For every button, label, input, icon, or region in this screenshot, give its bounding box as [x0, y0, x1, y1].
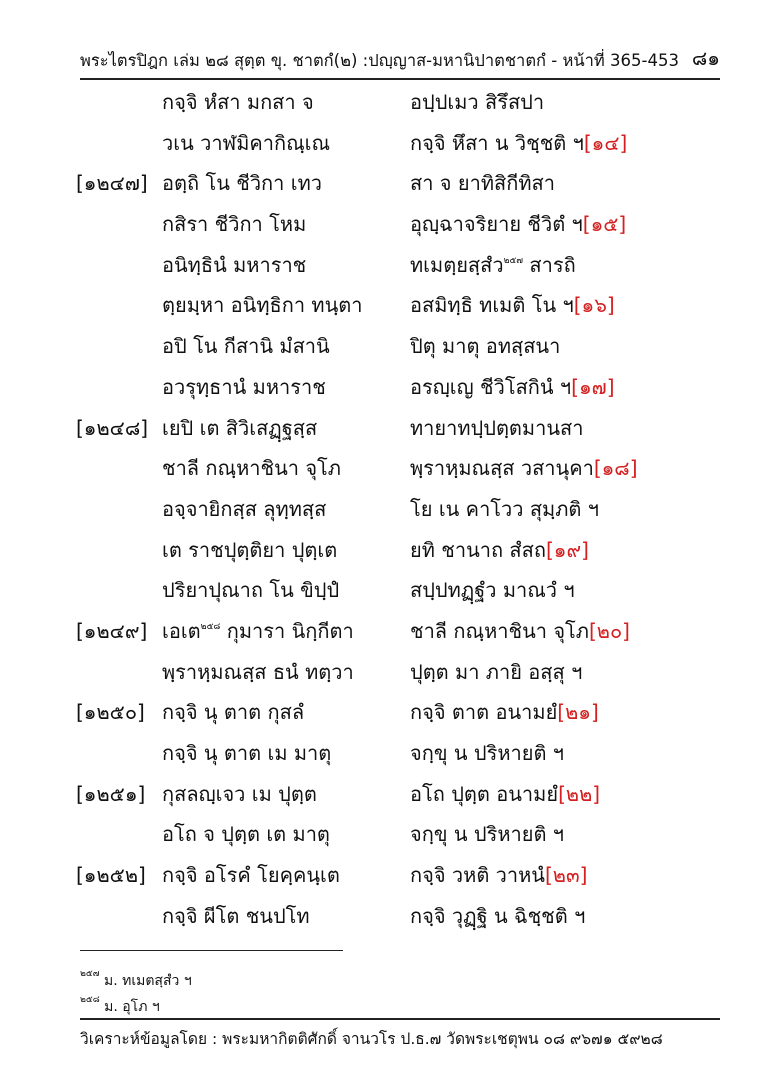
verse-ref: [๑๘]	[593, 456, 638, 481]
verse-text: พฺราหฺมณสฺส วสานุคา	[410, 456, 594, 481]
verse-text: อุญฺฉาจริยาย ชีวิตํ ฯ	[410, 212, 583, 237]
verse-text: ชาลี กณฺหาชินา จุโภ	[162, 456, 341, 481]
verse-line-a	[162, 285, 363, 326]
page-footer	[80, 1018, 720, 1051]
verse-text: อโถ ปุตฺต อนามยํ	[410, 781, 559, 806]
footnote-ref: ๒๕๗	[503, 255, 524, 266]
verse-ref: [๑๙]	[545, 537, 589, 562]
verse-line-b	[410, 570, 575, 611]
verse-line-b	[410, 123, 627, 164]
verse-line-b	[410, 489, 599, 530]
verse-line-a	[162, 530, 337, 571]
verse-line-b	[410, 652, 582, 693]
verse-text: สารถิ	[523, 252, 576, 277]
verse-row	[0, 652, 770, 693]
verse-number: [๑๒๕๒]	[76, 863, 146, 888]
verse-text: วเน วาฬมิคากิณฺเณ	[162, 130, 331, 155]
verse-line-b	[410, 326, 560, 367]
verse-row	[0, 896, 770, 937]
verse-row	[0, 733, 770, 774]
verse-text: อโถ จ ปุตฺต เต มาตุ	[162, 822, 330, 847]
verse-text: ทเมตฺยสฺสํว	[410, 252, 504, 277]
verse-text: พฺราหฺมณสฺส ธนํ ทตฺวา	[162, 659, 354, 684]
verse-text: กจฺจิ หึสา น วิชฺชติ ฯ	[410, 130, 584, 155]
verse-text: ชาลี กณฺหาชินา จุโภ	[410, 618, 589, 643]
verse-text: จกฺขุ น ปริหายติ ฯ	[410, 822, 565, 847]
verse-text: เยปิ เต สิวิเสฏฺฐสฺส	[162, 415, 318, 440]
verse-text: ยทิ ชานาถ สํสถ	[410, 537, 546, 562]
verse-row	[0, 530, 770, 571]
verse-line-a	[162, 408, 317, 449]
verse-list	[0, 82, 770, 936]
verse-line-a	[162, 204, 306, 245]
verse-number: [๑๒๕๐]	[76, 700, 145, 725]
verse-text: สา จ ยาทิสิกีทิสา	[410, 171, 555, 196]
verse-row	[0, 326, 770, 367]
verse-text: กจฺจิ ตาต อนามยํ	[410, 700, 558, 725]
verse-row	[0, 448, 770, 489]
footnote-text: ม. ทเมตสฺสํว ฯ	[99, 973, 192, 989]
verse-row	[0, 814, 770, 855]
verse-text: กจฺจิ วหติ วาหนํ	[410, 863, 545, 888]
verse-text: กจฺจิ วุฏฺฐิ น ฉิชฺชติ ฯ	[410, 903, 586, 928]
verse-text: กสิรา ชีวิกา โหม	[162, 212, 307, 237]
verse-row	[0, 123, 770, 164]
verse-line-a	[162, 855, 340, 896]
verse-line-b	[410, 245, 576, 286]
verse-row	[0, 855, 770, 896]
verse-line-a	[162, 611, 354, 652]
footnote-text: ม. อุโภ ฯ	[99, 999, 160, 1015]
verse-text: กจฺจิ ผีโต ชนปโท	[162, 903, 310, 928]
footnote	[80, 968, 192, 994]
verse-line-b	[410, 692, 599, 733]
verse-ref: [๒๓]	[544, 863, 588, 888]
verse-text: จกฺขุ น ปริหายติ ฯ	[410, 741, 565, 765]
verse-line-b	[410, 204, 626, 245]
page-number: ๘๑	[691, 46, 720, 70]
verse-text: อปิ โน กีสานิ มํสานิ	[162, 334, 330, 359]
verse-line-b	[410, 733, 564, 774]
verse-line-a	[162, 245, 306, 286]
verse-line-b	[410, 814, 564, 855]
verse-text: อจฺจายิกสฺส ลุทฺทสฺส	[162, 496, 327, 521]
verse-row	[0, 204, 770, 245]
verse-number: [๑๒๔๗]	[76, 171, 148, 196]
verse-text: อวรุทฺธานํ มหาราช	[162, 374, 326, 399]
verse-row	[0, 163, 770, 204]
verse-ref: [๒๒]	[558, 781, 601, 806]
verse-line-b	[410, 855, 587, 896]
footer-credit: วิเคราะห์ข้อมูลโดย : พระมหากิตติศักดิ์ จานวโร ป.ธ.๗ วัดพระเชตุพน ๐๘ ๙๖๗๑ ๕๙๒๘	[80, 1030, 663, 1048]
verse-line-a	[162, 692, 304, 733]
verse-text: กุมารา นิกฺกีตา	[220, 618, 354, 643]
verse-row	[0, 245, 770, 286]
header-title: พระไตรปิฎก เล่ม ๒๘ สุตฺต ขุ. ชาตกํ(๒) :ปญฺญาส-มหานิปาตชาตกํ - หน้าที่ 365-453	[80, 51, 679, 70]
footnote-divider	[80, 950, 343, 951]
verse-line-a	[162, 733, 331, 774]
verse-line-a	[162, 489, 326, 530]
verse-text: กจฺจิ อโรคํ โยคฺคนฺเต	[162, 863, 340, 888]
verse-line-a	[162, 570, 339, 611]
verse-line-a	[162, 163, 322, 204]
verse-ref: [๒๐]	[588, 618, 630, 643]
verse-row	[0, 408, 770, 449]
footnote-mark: ๒๕๗	[80, 969, 100, 979]
verse-line-b	[410, 285, 615, 326]
verse-line-a	[162, 814, 330, 855]
verse-ref: [๑๖]	[573, 293, 615, 318]
verse-ref: [๑๔]	[583, 130, 628, 155]
verse-line-a	[162, 123, 330, 164]
footnotes	[80, 968, 192, 1020]
verse-text: อรญฺเญ ชีวิโสกินํ ฯ	[410, 374, 572, 399]
verse-row	[0, 774, 770, 815]
verse-row	[0, 570, 770, 611]
verse-line-b	[410, 530, 589, 571]
verse-ref: [๑๕]	[582, 212, 627, 237]
verse-number: [๑๒๔๙]	[76, 618, 148, 643]
verse-line-a	[162, 774, 317, 815]
verse-text: อตฺถิ โน ชีวิกา เทว	[162, 171, 322, 196]
verse-text: กุสลญฺเจว เม ปุตฺต	[162, 781, 317, 806]
verse-number: [๑๒๕๑]	[76, 781, 146, 806]
verse-line-a	[162, 82, 314, 123]
verse-text: ตฺยมฺหา อนิทฺธิกา ทนฺตา	[162, 293, 363, 318]
verse-line-b	[410, 163, 555, 204]
footnote-mark: ๒๕๘	[80, 995, 100, 1005]
verse-row	[0, 285, 770, 326]
verse-number: [๑๒๔๘]	[76, 415, 149, 440]
verse-text: ทายาทปฺปตฺตมานสา	[410, 415, 584, 440]
verse-text: โย เน คาโวว สุมฺภติ ฯ	[410, 496, 600, 521]
verse-row	[0, 82, 770, 123]
verse-line-b	[410, 408, 583, 449]
footnote-ref: ๒๕๘	[200, 621, 221, 632]
verse-line-b	[410, 448, 638, 489]
verse-line-a	[162, 326, 330, 367]
verse-row	[0, 692, 770, 733]
verse-line-a	[162, 448, 341, 489]
verse-text: กจฺจิ นุ ตาต เม มาตุ	[162, 741, 332, 765]
verse-text: เอเต	[162, 618, 201, 643]
verse-line-a	[162, 896, 310, 937]
verse-line-b	[410, 82, 544, 123]
verse-row	[0, 489, 770, 530]
footnote	[80, 994, 192, 1020]
verse-text: อนิทฺธินํ มหาราช	[162, 252, 307, 277]
verse-line-b	[410, 896, 585, 937]
verse-line-b	[410, 611, 630, 652]
verse-text: กจฺจิ หํสา มกสา จ	[162, 90, 314, 114]
verse-line-a	[162, 367, 326, 408]
verse-line-b	[410, 367, 615, 408]
page-header	[80, 40, 720, 80]
verse-text: สปฺปทฏฺฐํว มาณวํ ฯ	[410, 578, 575, 603]
verse-row	[0, 611, 770, 652]
verse-text: ปริยาปุณาถ โน ขิปฺปํ	[162, 578, 340, 603]
verse-text: เต ราชปุตฺติยา ปุตฺเต	[162, 537, 338, 562]
verse-text: อสมิทฺธิ ทเมติ โน ฯ	[410, 293, 574, 318]
verse-text: อปฺปเมว สิรึสปา	[410, 90, 545, 114]
verse-line-a	[162, 652, 354, 693]
verse-ref: [๑๗]	[571, 374, 615, 399]
verse-row	[0, 367, 770, 408]
verse-text: กจฺจิ นุ ตาต กุสลํ	[162, 700, 305, 725]
verse-line-b	[410, 774, 600, 815]
verse-text: ปิตุ มาตุ อทสฺสนา	[410, 334, 561, 359]
verse-text: ปุตฺต มา ภายิ อสฺสุ ฯ	[410, 659, 583, 684]
verse-ref: [๒๑]	[557, 700, 599, 725]
